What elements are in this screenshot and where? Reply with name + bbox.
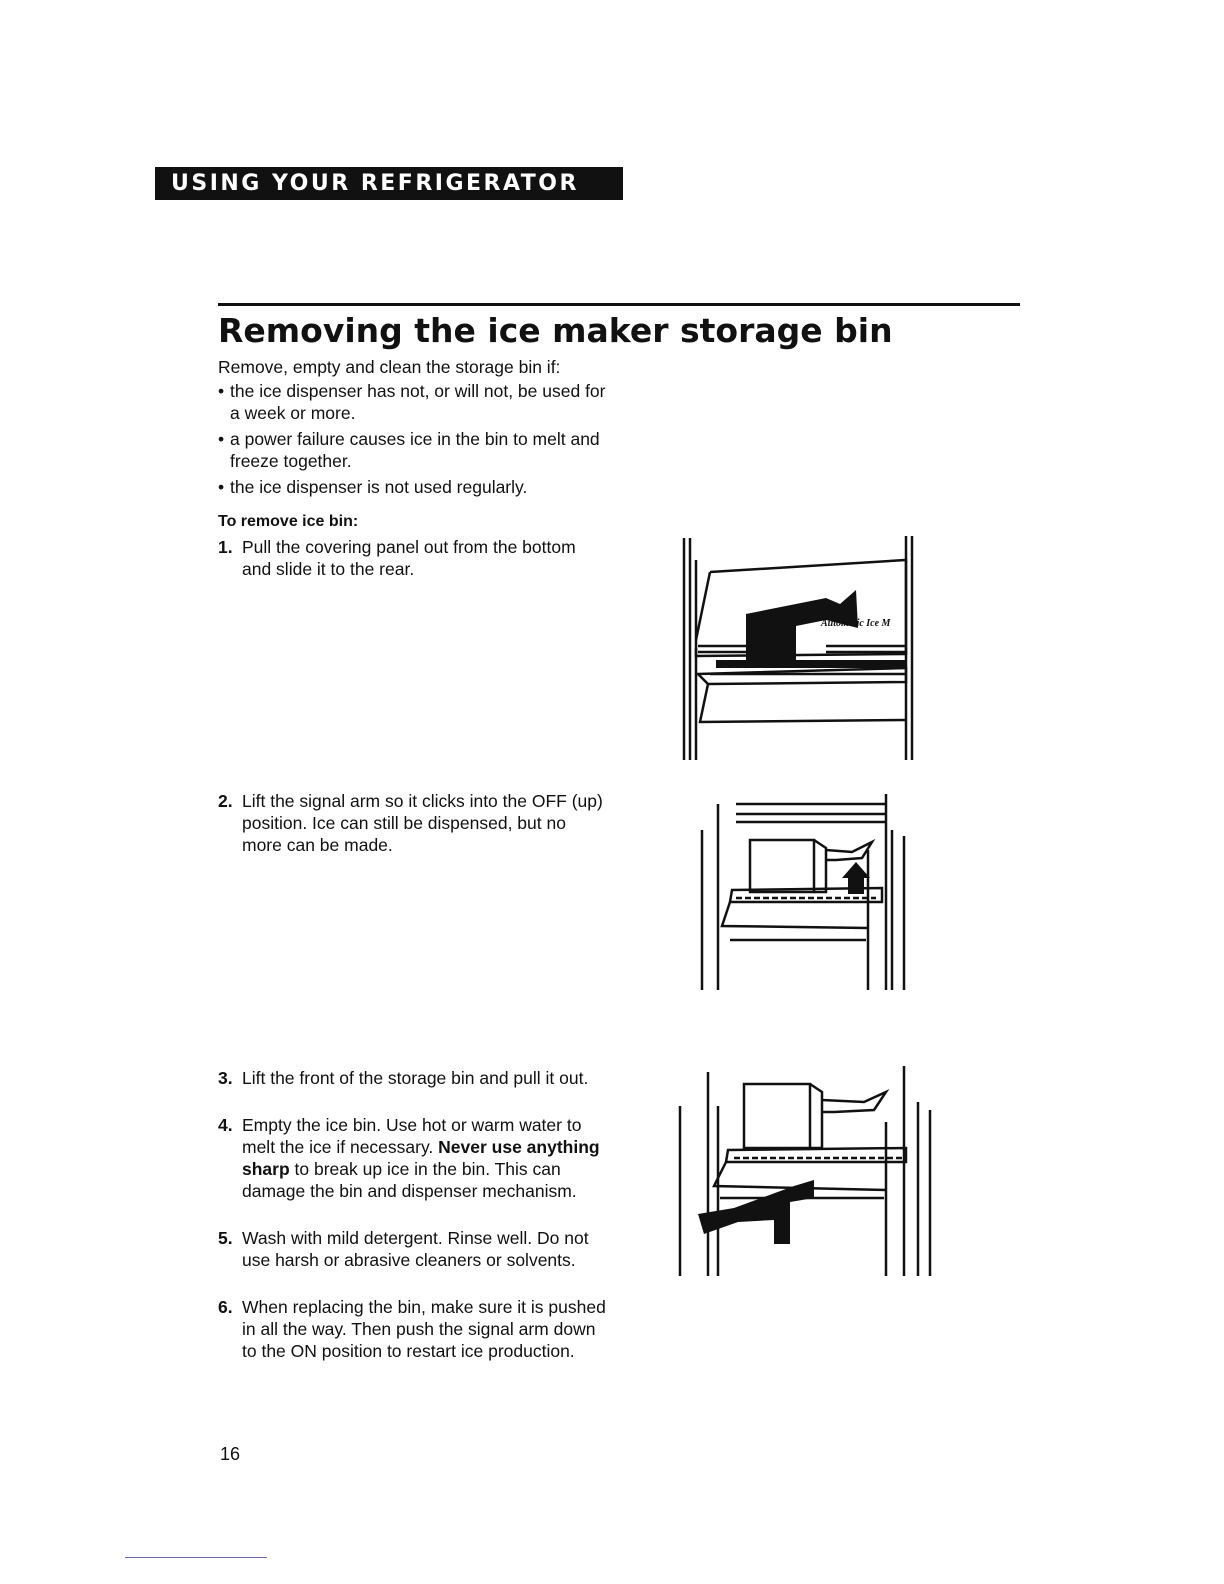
step-3	[218, 1067, 608, 1089]
procedure-subhead: To remove ice bin:	[218, 513, 359, 530]
warning-emphasis: Never use anything sharp	[242, 1137, 600, 1179]
intro-text: Remove, empty and clean the storage bin if:	[218, 357, 561, 377]
step-text: When replacing the bin, make sure it is pushed in all the way. Then push the signal arm down to the ON position to restart ice production.	[242, 1297, 606, 1361]
covering-panel-illustration	[676, 532, 922, 768]
bullet-marker: •	[218, 381, 225, 401]
section-header-label: USING YOUR REFRIGERATOR	[171, 171, 579, 196]
step-text: Lift the front of the storage bin and pull it out.	[242, 1068, 589, 1088]
page-title: Removing the ice maker storage bin	[218, 311, 893, 350]
list-item-text: the ice dispenser is not used regularly.	[230, 477, 528, 497]
step-text-part: Empty the ice bin. Use hot or warm water to melt the ice if necessary.	[242, 1115, 582, 1157]
step-text	[242, 1114, 608, 1202]
bullet-marker: •	[218, 429, 225, 449]
step-number: 3.	[218, 1068, 233, 1088]
list-item	[218, 380, 618, 424]
title-rule	[218, 303, 1020, 306]
list-item-text: the ice dispenser has not, or will not, be used for a week or more.	[230, 381, 606, 423]
step-number: 1.	[218, 537, 233, 557]
section-header-bar	[155, 167, 623, 200]
step-number: 2.	[218, 791, 233, 811]
page-number: 16	[220, 1444, 241, 1464]
panel-label: Automatic Ice M	[821, 618, 891, 629]
step-6	[218, 1296, 608, 1362]
step-number: 4.	[218, 1115, 233, 1135]
step-text: Wash with mild detergent. Rinse well. Do not use harsh or abrasive cleaners or solvents.	[242, 1228, 589, 1270]
step-number: 6.	[218, 1297, 233, 1317]
step-2	[218, 790, 608, 856]
step-number: 5.	[218, 1228, 233, 1248]
signal-arm-illustration	[696, 790, 912, 994]
step-5	[218, 1227, 608, 1271]
footer-divider	[125, 1557, 267, 1558]
list-item-text: a power failure causes ice in the bin to melt and freeze together.	[230, 429, 600, 471]
condition-list	[218, 380, 618, 502]
list-item	[218, 476, 618, 498]
step-4	[218, 1114, 608, 1202]
remove-bin-illustration	[674, 1062, 938, 1282]
step-text: Pull the covering panel out from the bottom and slide it to the rear.	[242, 537, 576, 579]
bullet-marker: •	[218, 477, 225, 497]
step-text: Lift the signal arm so it clicks into the OFF (up) position. Ice can still be dispensed, but no more can be made.	[242, 791, 603, 855]
step-text-part: to break up ice in the bin. This can damage the bin and dispenser mechanism.	[242, 1159, 577, 1201]
list-item	[218, 428, 618, 472]
step-1	[218, 536, 608, 580]
